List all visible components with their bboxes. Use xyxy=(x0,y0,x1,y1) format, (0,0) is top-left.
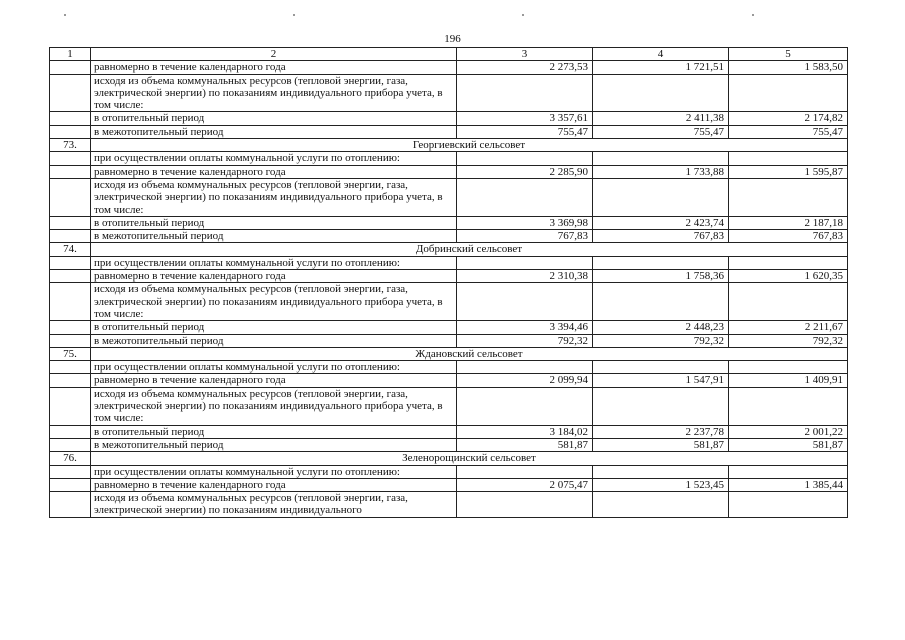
value-col-5 xyxy=(729,361,848,374)
table-row xyxy=(50,387,848,425)
value-col-4 xyxy=(593,492,729,518)
value-col-3: 3 184,02 xyxy=(457,425,593,438)
row-label: в межотопительный период xyxy=(91,230,457,243)
value-col-5 xyxy=(729,178,848,216)
row-number xyxy=(50,256,91,269)
value-col-3: 792,32 xyxy=(457,334,593,347)
row-number xyxy=(50,374,91,387)
row-label: в межотопительный период xyxy=(91,438,457,451)
row-label: при осуществлении оплаты коммунальной услуги по отоплению: xyxy=(91,256,457,269)
row-label: в отопительный период xyxy=(91,321,457,334)
row-number xyxy=(50,270,91,283)
row-label: в отопительный период xyxy=(91,112,457,125)
row-number xyxy=(50,321,91,334)
section-row xyxy=(50,347,848,360)
row-label: в межотопительный период xyxy=(91,125,457,138)
value-col-3: 2 099,94 xyxy=(457,374,593,387)
table-row xyxy=(50,270,848,283)
value-col-5: 2 187,18 xyxy=(729,216,848,229)
row-number xyxy=(50,438,91,451)
row-label: равномерно в течение календарного года xyxy=(91,61,457,74)
section-title: Ждановский сельсовет xyxy=(91,347,848,360)
table-row xyxy=(50,321,848,334)
row-number xyxy=(50,465,91,478)
value-col-5 xyxy=(729,465,848,478)
section-title: Добринский сельсовет xyxy=(91,243,848,256)
value-col-3 xyxy=(457,74,593,112)
row-label: равномерно в течение календарного года xyxy=(91,478,457,491)
value-col-4: 581,87 xyxy=(593,438,729,451)
value-col-5: 1 595,87 xyxy=(729,165,848,178)
table-row xyxy=(50,374,848,387)
value-col-4 xyxy=(593,74,729,112)
value-col-3: 3 369,98 xyxy=(457,216,593,229)
value-col-4 xyxy=(593,178,729,216)
value-col-3 xyxy=(457,256,593,269)
value-col-3: 3 357,61 xyxy=(457,112,593,125)
value-col-5 xyxy=(729,387,848,425)
value-col-5 xyxy=(729,256,848,269)
value-col-4: 2 423,74 xyxy=(593,216,729,229)
value-col-4: 2 411,38 xyxy=(593,112,729,125)
row-label: при осуществлении оплаты коммунальной услуги по отоплению: xyxy=(91,152,457,165)
table-row xyxy=(50,283,848,321)
value-col-3: 3 394,46 xyxy=(457,321,593,334)
value-col-4 xyxy=(593,256,729,269)
column-header: 3 xyxy=(457,48,593,61)
row-number xyxy=(50,230,91,243)
value-col-4: 755,47 xyxy=(593,125,729,138)
table-row xyxy=(50,165,848,178)
table-row xyxy=(50,361,848,374)
row-number xyxy=(50,387,91,425)
table-row xyxy=(50,465,848,478)
section-title: Зеленорощинский сельсовет xyxy=(91,452,848,465)
value-col-5: 767,83 xyxy=(729,230,848,243)
row-number xyxy=(50,152,91,165)
tariff-table xyxy=(49,47,848,518)
value-col-3 xyxy=(457,361,593,374)
table-row xyxy=(50,478,848,491)
value-col-5: 2 211,67 xyxy=(729,321,848,334)
value-col-4: 1 758,36 xyxy=(593,270,729,283)
table-row xyxy=(50,74,848,112)
value-col-3 xyxy=(457,492,593,518)
value-col-4: 2 448,23 xyxy=(593,321,729,334)
row-label: равномерно в течение календарного года xyxy=(91,165,457,178)
value-col-5: 2 174,82 xyxy=(729,112,848,125)
value-col-3 xyxy=(457,387,593,425)
table-row xyxy=(50,438,848,451)
row-number: 74. xyxy=(50,243,91,256)
row-label: исходя из объема коммунальных ресурсов (тепловой энергии, газа, электрической энергии) по показаниям индивидуального xyxy=(91,492,457,518)
value-col-3: 2 075,47 xyxy=(457,478,593,491)
value-col-4: 767,83 xyxy=(593,230,729,243)
value-col-4: 1 733,88 xyxy=(593,165,729,178)
row-number xyxy=(50,216,91,229)
table-row xyxy=(50,216,848,229)
table-row xyxy=(50,112,848,125)
value-col-4: 792,32 xyxy=(593,334,729,347)
column-header: 5 xyxy=(729,48,848,61)
section-title: Георгиевский сельсовет xyxy=(91,139,848,152)
value-col-5: 1 620,35 xyxy=(729,270,848,283)
value-col-3: 2 310,38 xyxy=(457,270,593,283)
value-col-5: 1 409,91 xyxy=(729,374,848,387)
table-row xyxy=(50,61,848,74)
row-number xyxy=(50,492,91,518)
row-label: равномерно в течение календарного года xyxy=(91,374,457,387)
value-col-5: 581,87 xyxy=(729,438,848,451)
row-label: при осуществлении оплаты коммунальной услуги по отоплению: xyxy=(91,465,457,478)
row-number xyxy=(50,478,91,491)
table-row xyxy=(50,230,848,243)
row-number xyxy=(50,425,91,438)
row-number xyxy=(50,165,91,178)
value-col-3: 2 273,53 xyxy=(457,61,593,74)
row-number xyxy=(50,74,91,112)
value-col-3 xyxy=(457,465,593,478)
value-col-5 xyxy=(729,283,848,321)
row-number: 76. xyxy=(50,452,91,465)
row-number xyxy=(50,283,91,321)
value-col-3 xyxy=(457,178,593,216)
value-col-3 xyxy=(457,283,593,321)
value-col-5: 1 385,44 xyxy=(729,478,848,491)
scan-marks xyxy=(0,14,905,18)
value-col-5: 2 001,22 xyxy=(729,425,848,438)
column-header: 2 xyxy=(91,48,457,61)
table-row xyxy=(50,178,848,216)
value-col-4: 1 547,91 xyxy=(593,374,729,387)
row-label: исходя из объема коммунальных ресурсов (тепловой энергии, газа, электрической энергии) по показаниям индивидуального прибора учета, в том числе: xyxy=(91,178,457,216)
value-col-3 xyxy=(457,152,593,165)
column-header: 1 xyxy=(50,48,91,61)
column-header: 4 xyxy=(593,48,729,61)
value-col-4 xyxy=(593,283,729,321)
table-body xyxy=(50,61,848,517)
value-col-4: 1 721,51 xyxy=(593,61,729,74)
table-row xyxy=(50,152,848,165)
value-col-3: 755,47 xyxy=(457,125,593,138)
value-col-5 xyxy=(729,152,848,165)
row-number xyxy=(50,112,91,125)
value-col-5: 1 583,50 xyxy=(729,61,848,74)
value-col-5 xyxy=(729,74,848,112)
value-col-4 xyxy=(593,465,729,478)
column-number-row xyxy=(50,48,848,61)
value-col-5: 755,47 xyxy=(729,125,848,138)
row-number xyxy=(50,61,91,74)
value-col-3: 767,83 xyxy=(457,230,593,243)
row-label: в отопительный период xyxy=(91,425,457,438)
value-col-4 xyxy=(593,387,729,425)
row-label: в отопительный период xyxy=(91,216,457,229)
row-number: 73. xyxy=(50,139,91,152)
row-label: в межотопительный период xyxy=(91,334,457,347)
row-number xyxy=(50,334,91,347)
value-col-5: 792,32 xyxy=(729,334,848,347)
row-label: равномерно в течение календарного года xyxy=(91,270,457,283)
table-row xyxy=(50,334,848,347)
section-row xyxy=(50,139,848,152)
page-number: 196 xyxy=(444,33,461,45)
value-col-3: 581,87 xyxy=(457,438,593,451)
table-row xyxy=(50,492,848,518)
row-number xyxy=(50,178,91,216)
value-col-4: 2 237,78 xyxy=(593,425,729,438)
row-label: исходя из объема коммунальных ресурсов (тепловой энергии, газа, электрической энергии) по показаниям индивидуального прибора учета, в том числе: xyxy=(91,74,457,112)
row-label: исходя из объема коммунальных ресурсов (тепловой энергии, газа, электрической энергии) по показаниям индивидуального прибора учета, в том числе: xyxy=(91,283,457,321)
table-row xyxy=(50,125,848,138)
section-row xyxy=(50,243,848,256)
section-row xyxy=(50,452,848,465)
value-col-3: 2 285,90 xyxy=(457,165,593,178)
value-col-4 xyxy=(593,361,729,374)
row-number xyxy=(50,125,91,138)
row-number: 75. xyxy=(50,347,91,360)
value-col-5 xyxy=(729,492,848,518)
row-label: при осуществлении оплаты коммунальной услуги по отоплению: xyxy=(91,361,457,374)
row-number xyxy=(50,361,91,374)
table-row xyxy=(50,425,848,438)
value-col-4: 1 523,45 xyxy=(593,478,729,491)
row-label: исходя из объема коммунальных ресурсов (тепловой энергии, газа, электрической энергии) по показаниям индивидуального прибора учета, в том числе: xyxy=(91,387,457,425)
table-row xyxy=(50,256,848,269)
value-col-4 xyxy=(593,152,729,165)
